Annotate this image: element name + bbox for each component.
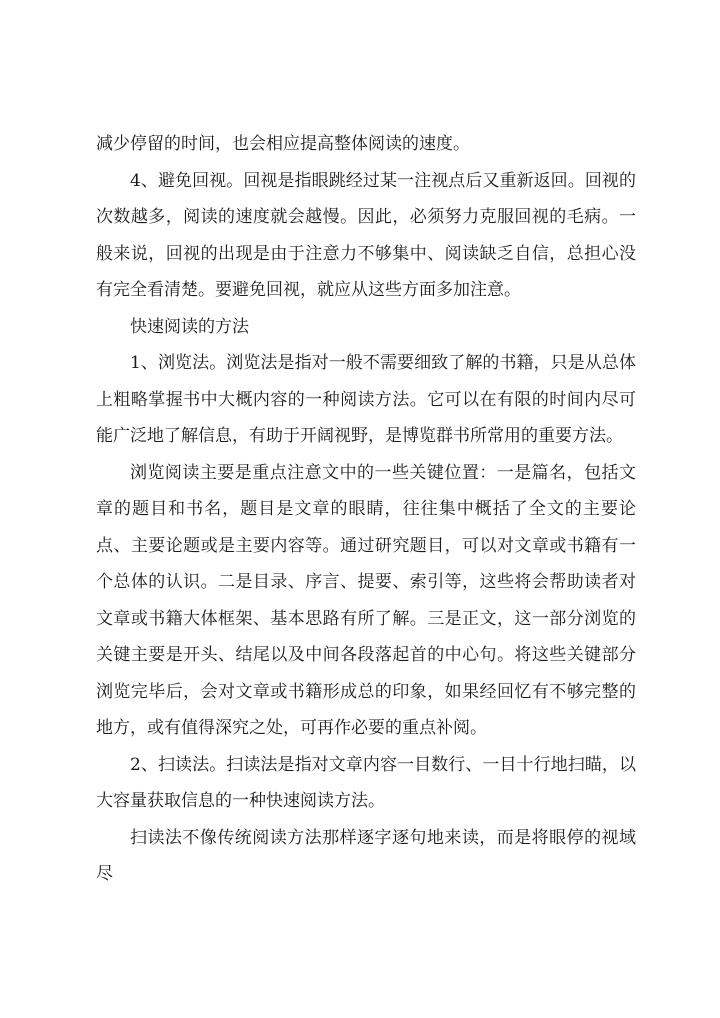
paragraph-scanning-method: 2、扫读法。扫读法是指对文章内容一目数行、一目十行地扫瞄，以大容量获取信息的一种快速阅读方法。: [96, 754, 636, 811]
paragraph-scanning-details: 扫读法不像传统阅读方法那样逐字逐句地来读，而是将眼停的视域尽: [96, 827, 636, 884]
section-heading: 快速阅读的方法: [130, 316, 249, 337]
paragraph-avoid-regression: 4、避免回视。回视是指眼跳经过某一注视点后又重新返回。回视的次数越多，阅读的速度就会越慢。因此，必须努力克服回视的毛病。一般来说，回视的出现是由于注意力不够集中、阅读缺乏自信，总担心没有完全看清楚。要避免回视，就应从这些方面多加注意。: [96, 170, 636, 300]
document-body: [96, 126, 636, 893]
paragraph-browsing-details: 浏览阅读主要是重点注意文中的一些关键位置：一是篇名，包括文章的题目和书名，题目是文章的眼睛，往往集中概括了全文的主要论点、主要论题或是主要内容等。通过研究题目，可以对文章或书籍有一个总体的认识。二是目录、序言、提要、索引等，这些将会帮助读者对文章或书籍大体框架、基本思路有所了解。三是正文，这一部分浏览的关键主要是开头、结尾以及中间各段落起首的中心句。将这些关键部分浏览完毕后，会对文章或书籍形成总的印象，如果经回忆有不够完整的地方，或有值得深究之处，可再作必要的重点补阅。: [96, 462, 636, 738]
paragraph-continuation: 减少停留的时间，也会相应提高整体阅读的速度。: [96, 134, 470, 154]
paragraph-browsing-method: 1、浏览法。浏览法是指对一般不需要细致了解的书籍，只是从总体上粗略掌握书中大概内容的一种阅读方法。它可以在有限的时间内尽可能广泛地了解信息，有助于开阔视野，是博览群书所常用的重要方法。: [96, 353, 636, 446]
